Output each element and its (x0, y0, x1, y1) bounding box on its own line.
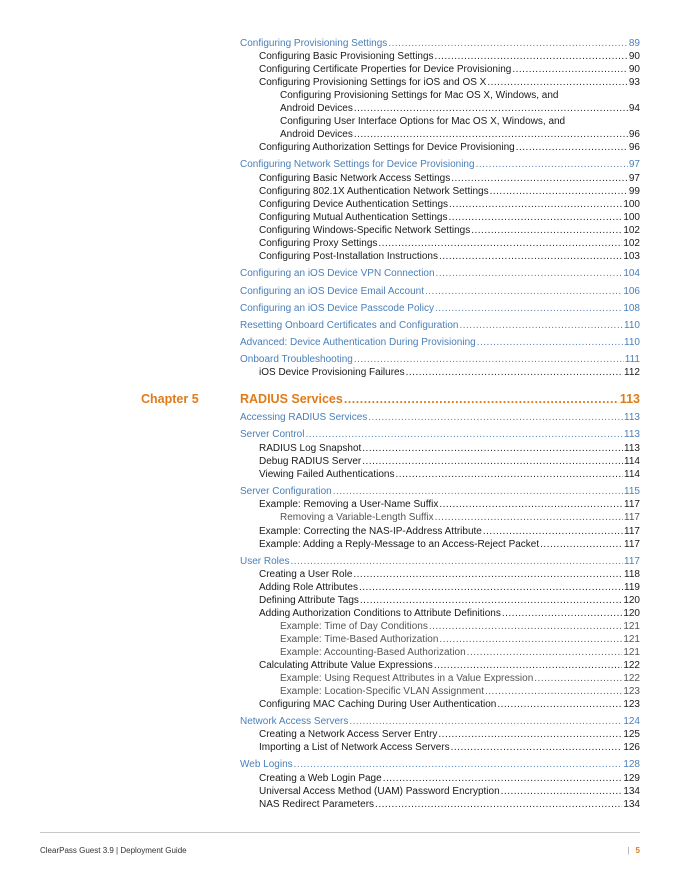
toc-section-entry[interactable] (240, 38, 640, 49)
dot-leader (477, 337, 623, 348)
toc-entry-title: Android Devices (280, 129, 353, 140)
toc-entry-title: Network Access Servers (240, 716, 349, 727)
toc-page-number: 94 (628, 103, 640, 114)
toc-entry-title: Example: Accounting-Based Authorization (280, 647, 466, 658)
toc-page-number: 97 (628, 173, 640, 184)
toc-page-number: 123 (623, 699, 640, 710)
toc-entry-title: iOS Device Provisioning Failures (259, 367, 405, 378)
dot-leader (359, 582, 623, 593)
toc-page-number: 108 (623, 303, 640, 314)
dot-leader (501, 786, 623, 797)
toc-page-number: 122 (623, 673, 640, 684)
toc-entry-title: Debug RADIUS Server (259, 456, 362, 467)
toc-subsection-entry[interactable] (259, 469, 640, 480)
toc-entry-title: Configuring an iOS Device Passcode Policy (240, 303, 434, 314)
dot-leader (368, 412, 623, 423)
toc-page-number: 97 (628, 159, 640, 170)
dot-leader (459, 320, 623, 331)
toc-subsection-entry[interactable] (259, 77, 640, 88)
toc-entry-title: Configuring an iOS Device Email Account (240, 286, 424, 297)
toc-entry-title: Configuring Basic Provisioning Settings (259, 51, 434, 62)
toc-page-number: 117 (624, 556, 640, 567)
toc-subsection-entry[interactable] (280, 129, 640, 140)
toc-subsection-entry[interactable] (259, 799, 640, 810)
toc-entry-title: Defining Attribute Tags (259, 595, 359, 606)
toc-page-number: 115 (624, 486, 640, 497)
toc-page-number: 89 (628, 38, 640, 49)
toc-page-number: 102 (623, 225, 640, 236)
toc-subsection-entry[interactable] (280, 103, 640, 114)
toc-entry-title: Creating a Web Login Page (259, 773, 382, 784)
toc-entry-title: Configuring Mutual Authentication Settings (259, 212, 448, 223)
dot-leader (467, 647, 623, 658)
toc-page-number: 122 (623, 660, 640, 671)
toc-subsection-entry[interactable] (259, 786, 640, 797)
toc-subsection-entry[interactable] (259, 238, 640, 249)
dot-leader (349, 716, 622, 727)
toc-entry-title: Adding Role Attributes (259, 582, 358, 593)
toc-entry-title: Universal Access Method (UAM) Password Encryption (259, 786, 500, 797)
toc-entry-title: Advanced: Device Authentication During Provisioning (240, 337, 476, 348)
toc-page-number: 96 (628, 129, 640, 140)
toc-entry-title: Viewing Failed Authentications (259, 469, 395, 480)
dot-leader (353, 569, 623, 580)
toc-section-entry[interactable] (240, 556, 640, 567)
toc-page-number: 121 (623, 634, 640, 645)
toc-page-number: 124 (623, 716, 640, 727)
toc-section-entry[interactable] (240, 159, 640, 170)
dot-leader (290, 556, 623, 567)
dot-leader (360, 595, 622, 606)
toc-subsection-entry[interactable] (259, 225, 640, 236)
dot-leader (485, 686, 622, 697)
toc-page-number: 112 (624, 367, 640, 378)
dot-leader (354, 103, 628, 114)
toc-subsection-entry[interactable] (259, 199, 640, 210)
dot-leader (395, 469, 623, 480)
dot-leader (516, 142, 628, 153)
toc-section-entry[interactable] (240, 303, 640, 314)
toc-page-number: 113 (624, 429, 640, 440)
dot-leader (438, 729, 622, 740)
toc-entry-title: Server Control (240, 429, 305, 440)
toc-page-number: 103 (623, 251, 640, 262)
toc-entry-title: Configuring Provisioning Settings for iOS and OS X (259, 77, 487, 88)
dot-leader (451, 173, 628, 184)
dot-leader (483, 526, 623, 537)
toc-entry-title: Example: Correcting the NAS-IP-Address Attribute (259, 526, 482, 537)
dot-leader (471, 225, 622, 236)
toc-entry-title: Configuring Basic Network Access Settings (259, 173, 451, 184)
toc-page-number: 120 (623, 608, 640, 619)
toc-entry-title: Configuring MAC Caching During User Authentication (259, 699, 497, 710)
dot-leader (362, 456, 623, 467)
toc-section-entry[interactable] (240, 429, 640, 440)
dot-leader (439, 499, 623, 510)
toc-subsection-entry[interactable] (259, 173, 640, 184)
toc-entry-title: Example: Location-Specific VLAN Assignment (280, 686, 484, 697)
dot-leader (449, 199, 622, 210)
toc-page-number: 129 (623, 773, 640, 784)
toc-page-number: 114 (624, 456, 640, 467)
dot-leader (448, 212, 622, 223)
toc-entry-title: Example: Using Request Attributes in a Value Expression (280, 673, 534, 684)
toc-subsubsection-entry[interactable] (280, 512, 640, 523)
dot-leader (383, 773, 623, 784)
toc-chapter-title: RADIUS Services (240, 392, 343, 406)
dot-leader (490, 186, 628, 197)
toc-subsection-entry[interactable] (259, 499, 640, 510)
toc-entry-title: RADIUS Log Snapshot (259, 443, 362, 454)
footer-divider (40, 832, 640, 833)
dot-leader (502, 608, 622, 619)
toc-page-number: 117 (624, 499, 640, 510)
toc-subsection-entry[interactable] (259, 660, 640, 671)
dot-leader (378, 238, 622, 249)
toc-subsection-entry[interactable] (259, 367, 640, 378)
toc-entry-title: Example: Time-Based Authorization (280, 634, 439, 645)
toc-subsubsection-entry[interactable] (280, 686, 640, 697)
toc-entry-title: Web Logins (240, 759, 293, 770)
toc-entry-title: Onboard Troubleshooting (240, 354, 353, 365)
toc-subsection-entry[interactable] (259, 443, 640, 454)
toc-subsection-entry[interactable] (259, 212, 640, 223)
toc-subsection-entry[interactable] (259, 51, 640, 62)
toc-subsection-entry[interactable] (259, 729, 640, 740)
toc-section-entry[interactable] (240, 268, 640, 279)
toc-chapter-entry[interactable] (240, 392, 640, 406)
dot-leader (476, 159, 628, 170)
chapter-label: Chapter 5 (141, 392, 199, 406)
toc-page-number: 113 (624, 443, 640, 454)
toc-page-number: 110 (624, 320, 640, 331)
toc-entry-title: Configuring Provisioning Settings (240, 38, 388, 49)
dot-leader (487, 77, 628, 88)
dot-leader (534, 673, 622, 684)
dot-leader (435, 303, 622, 314)
dot-leader (294, 759, 623, 770)
toc-subsection-entry[interactable] (259, 608, 640, 619)
toc-subsection-entry[interactable] (259, 456, 640, 467)
toc-section-entry[interactable] (240, 320, 640, 331)
toc-subsubsection-entry[interactable] (280, 647, 640, 658)
dot-leader (375, 799, 622, 810)
toc-page-number: 96 (628, 142, 640, 153)
toc-subsection-entry[interactable] (259, 526, 640, 537)
toc-section-entry[interactable] (240, 354, 640, 365)
toc-page-number: 121 (623, 647, 640, 658)
dot-leader (540, 539, 623, 550)
footer-page-number-block (627, 846, 640, 855)
toc-entry-title: Configuring Device Authentication Settings (259, 199, 449, 210)
toc-entry-title: Configuring Certificate Properties for Device Provisioning (259, 64, 512, 75)
toc-page-number: 93 (628, 77, 640, 88)
toc-page-number: 113 (619, 392, 640, 406)
toc-subsection-entry[interactable] (259, 142, 640, 153)
toc-section-entry[interactable] (240, 759, 640, 770)
toc-page-number: 106 (623, 286, 640, 297)
toc-page-number: 114 (624, 469, 640, 480)
toc-entry-title: Server Configuration (240, 486, 332, 497)
toc-subsection-entry[interactable] (259, 64, 640, 75)
dot-leader (429, 621, 622, 632)
toc-entry-title: Android Devices (280, 103, 353, 114)
dot-leader (436, 268, 623, 279)
toc-page-number: 117 (624, 526, 640, 537)
toc-entry-title: Example: Adding a Reply-Message to an Access-Reject Packet (259, 539, 540, 550)
dot-leader (439, 634, 622, 645)
toc-page-number: 110 (624, 337, 640, 348)
dot-leader (425, 286, 622, 297)
toc-entry-title: Calculating Attribute Value Expressions (259, 660, 433, 671)
toc-page-number: 128 (623, 759, 640, 770)
toc-entry-title: Accessing RADIUS Services (240, 412, 368, 423)
dot-leader (354, 354, 624, 365)
toc-entry-title: Configuring an iOS Device VPN Connection (240, 268, 435, 279)
toc-page-number: 99 (628, 186, 640, 197)
dot-leader (434, 660, 623, 671)
toc-entry-title: Resetting Onboard Certificates and Configuration (240, 320, 459, 331)
toc-page-number: 123 (623, 686, 640, 697)
toc-section-entry[interactable] (240, 337, 640, 348)
dot-leader (435, 512, 623, 523)
toc-subsubsection-entry[interactable] (280, 621, 640, 632)
toc-subsection-entry[interactable] (259, 251, 640, 262)
dot-leader (354, 129, 628, 140)
dot-leader (305, 429, 623, 440)
dot-leader (406, 367, 623, 378)
toc-entry-title: Adding Authorization Conditions to Attribute Definitions (259, 608, 501, 619)
footer-page-number: 5 (635, 846, 640, 855)
toc-entry-title: Creating a User Role (259, 569, 353, 580)
toc-entry-title: Configuring Post-Installation Instructions (259, 251, 438, 262)
toc-page-number: 104 (623, 268, 640, 279)
toc-entry-title: Creating a Network Access Server Entry (259, 729, 438, 740)
toc-subsection-entry[interactable] (259, 595, 640, 606)
toc-subsubsection-entry[interactable] (280, 634, 640, 645)
dot-leader (497, 699, 622, 710)
toc-entry-title: Configuring Network Settings for Device Provisioning (240, 159, 475, 170)
toc-entry-title: Configuring 802.1X Authentication Network Settings (259, 186, 489, 197)
toc-subsection-entry[interactable] (259, 699, 640, 710)
toc-page-number: 119 (624, 582, 640, 593)
dot-leader (435, 51, 628, 62)
toc-section-entry[interactable] (240, 486, 640, 497)
toc-page-number: 134 (623, 799, 640, 810)
toc-page-number: 113 (624, 412, 640, 423)
toc-page-number: 102 (623, 238, 640, 249)
toc-subsection-entry[interactable] (259, 539, 640, 550)
toc-page-number: 90 (628, 51, 640, 62)
dot-leader (451, 742, 623, 753)
dot-leader (439, 251, 622, 262)
footer-separator: | (627, 846, 630, 855)
toc-page-number: 111 (624, 354, 640, 365)
toc-entry-title: Importing a List of Network Access Servers (259, 742, 450, 753)
toc-entry-title: User Roles (240, 556, 290, 567)
toc-subsection-entry[interactable] (259, 742, 640, 753)
toc-page-number: 125 (623, 729, 640, 740)
toc-page-number: 120 (623, 595, 640, 606)
dot-leader (512, 64, 628, 75)
toc-entry-title: Configuring Authorization Settings for Device Provisioning (259, 142, 515, 153)
toc-entry-first-line: Configuring Provisioning Settings for Mac OS X, Windows, and (280, 90, 559, 101)
toc-entry-title: Configuring Proxy Settings (259, 238, 378, 249)
toc-entry-first-line: Configuring User Interface Options for Mac OS X, Windows, and (280, 116, 566, 127)
toc-entry-title: Removing a Variable-Length Suffix (280, 512, 434, 523)
dot-leader (344, 392, 619, 406)
toc-page-number: 134 (623, 786, 640, 797)
toc-page-number: 117 (624, 512, 640, 523)
toc-page-number: 90 (628, 64, 640, 75)
toc-entry-title: Example: Removing a User-Name Suffix (259, 499, 439, 510)
toc-page-number: 100 (623, 212, 640, 223)
dot-leader (362, 443, 623, 454)
dot-leader (333, 486, 623, 497)
toc-section-entry[interactable] (240, 286, 640, 297)
toc-subsection-entry[interactable] (259, 186, 640, 197)
toc-entry-title: NAS Redirect Parameters (259, 799, 375, 810)
toc-subsection-entry[interactable] (259, 582, 640, 593)
dot-leader (388, 38, 628, 49)
toc-page-number: 121 (623, 621, 640, 632)
toc-entry-title: Configuring Windows-Specific Network Settings (259, 225, 471, 236)
toc-page-number: 118 (624, 569, 640, 580)
toc-section-entry[interactable] (240, 412, 640, 423)
toc-subsection-entry[interactable] (259, 569, 640, 580)
toc-page-number: 117 (624, 539, 640, 550)
toc-subsection-entry[interactable] (259, 773, 640, 784)
footer-doc-title: ClearPass Guest 3.9 | Deployment Guide (40, 846, 187, 855)
toc-entry-title: Example: Time of Day Conditions (280, 621, 428, 632)
toc-section-entry[interactable] (240, 716, 640, 727)
toc-page-number: 126 (623, 742, 640, 753)
toc-page-number: 100 (623, 199, 640, 210)
toc-subsubsection-entry[interactable] (280, 673, 640, 684)
